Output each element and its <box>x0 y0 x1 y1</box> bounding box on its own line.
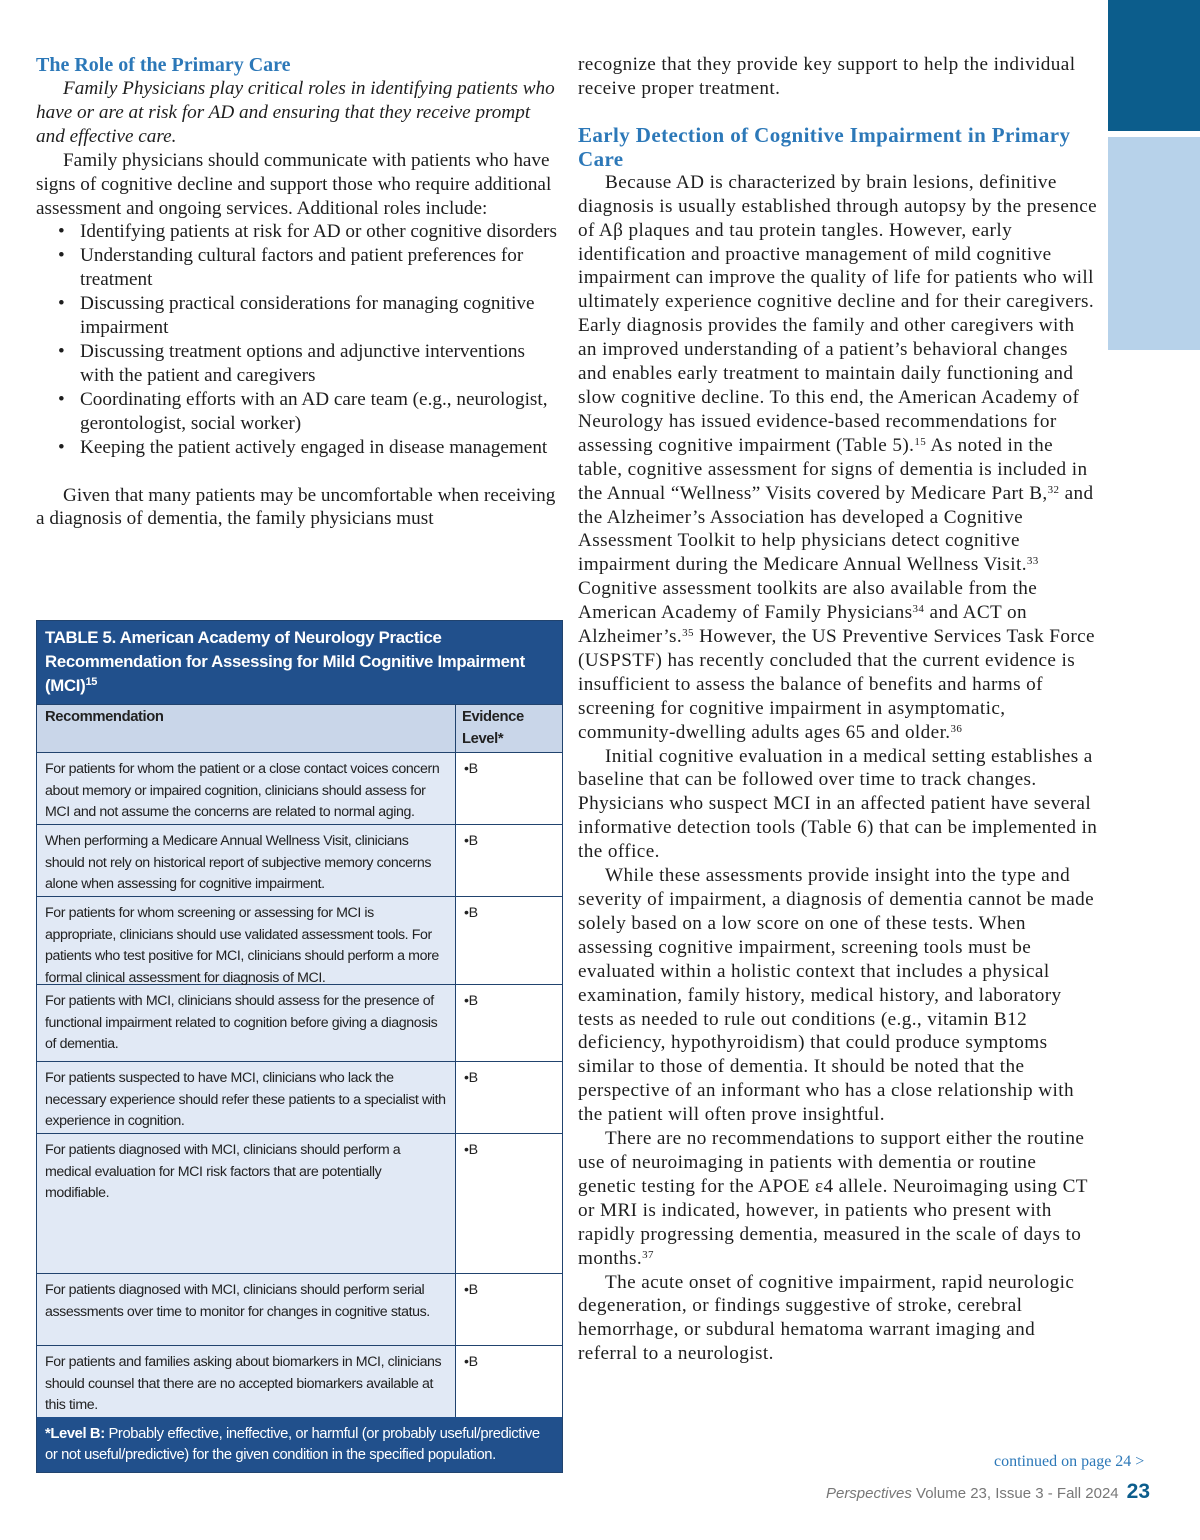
table-5 <box>36 620 563 1473</box>
list-item: • Discussing treatment options and adjunctive interventions with the patient and caregivers <box>58 340 525 386</box>
table-row: For patients diagnosed with MCI, clinicians should perform a medical evaluation for MCI risk factors that are potentially modifiable. •B <box>37 1133 562 1273</box>
paragraph-roles: Family physicians should communicate with patients who have signs of cognitive decline and support those who require additional assessment and ongoing services. Additional roles include: <box>36 149 552 219</box>
left-column <box>36 53 558 531</box>
paragraph-given: Given that many patients may be uncomfortable when receiving a diagnosis of dementia, the family physicians must <box>36 484 556 530</box>
list-item: • Discussing practical considerations for managing cognitive impairment <box>58 293 535 339</box>
table-row: For patients for whom screening or assessing for MCI is appropriate, clinicians should use validated assessment tools. For patients who test positive for MCI, clinicians should perform a more formal clinical assessment for diagnosis of MCI. •B <box>37 896 562 984</box>
right-column <box>578 53 1098 1366</box>
paragraph-assessments: While these assessments provide insight into the type and severity of impairment, a diagnosis of dementia cannot be made solely based on a low score on one of these tests. When assessing cognitive impairment, screening tools must be evaluated within a holistic context that includes a physical examination, family history, medical history, and laboratory tests as needed to rule out conditions (e.g., vitamin B12 deficiency, hypothyroidism) that could produce symptoms similar to those of dementia. It should be noted that the perspective of an informant who has a close relationship with the patient will often prove insightful. <box>578 865 1095 1126</box>
list-item: • Identifying patients at risk for AD or other cognitive disorders <box>58 221 557 243</box>
intro-italic: Family Physicians play critical roles in identifying patients who have or are at risk for AD and ensuring that they receive prompt and effective care. <box>36 78 555 147</box>
col-header-evidence-level: Evidence Level* <box>462 709 524 747</box>
bullet-icon: • <box>58 293 65 315</box>
list-item: • Keeping the patient actively engaged in disease management <box>58 436 548 458</box>
col-header-recommendation: Recommendation <box>37 705 456 752</box>
section-heading-primary-care: The Role of the Primary Care <box>36 54 291 76</box>
paragraph-neuroimaging: There are no recommendations to support either the routine use of neuroimaging in patients with dementia or routine genetic testing for the APOE ε4 allele. Neuroimaging using CT or MRI is indicated, however, in patients who present with rapidly progressing dementia, measured in the scale of days to months.$^{37}$ <box>578 1128 1088 1269</box>
table-row: For patients diagnosed with MCI, clinicians should perform serial assessments over time to monitor for changes in cognitive status. •B <box>37 1273 562 1345</box>
edge-tab-light <box>1108 137 1200 350</box>
edge-tab-dark <box>1108 0 1200 131</box>
bullet-icon: • <box>58 245 65 267</box>
table-row: For patients and families asking about biomarkers in MCI, clinicians should counsel that there are no accepted biomarkers available at this time. •B <box>37 1345 562 1417</box>
paragraph-initial-evaluation: Initial cognitive evaluation in a medical setting establishes a baseline that can be followed over time to track changes. Physicians who suspect MCI in an affected patient have several informative detection tools (Table 6) that can be implemented in the office. <box>578 745 1098 863</box>
table-row: When performing a Medicare Annual Wellness Visit, clinicians should not rely on historical report of subjective memory concerns alone when assessing for cognitive impairment. •B <box>37 824 562 896</box>
continued-link[interactable]: continued on page 24 > <box>994 1453 1145 1470</box>
table-header <box>37 704 562 752</box>
paragraph-early-detection: Because AD is characterized by brain lesions, definitive diagnosis is usually established through autopsy by the presence of Aβ plaques and tau protein tangles. However, early identification and proactive management of mild cognitive impairment can improve the quality of life for patients who will ultimately experience cognitive decline and for their caregivers. Early diagnosis provides the family and other caregivers with an improved understanding of a patient’s behavioral changes and enables early treatment to maintain daily functioning and slow cognitive decline. To this end, the American Academy of Neurology has issued evidence-based recommendations for assessing cognitive impairment (Table 5).$^{15}$ As noted in the table, cognitive assessment for signs of dementia is included in the Annual “Wellness” Visits covered by Medicare Part B,$^{32}$ and the Alzheimer’s Association has developed a Cognitive Assessment Toolkit to help physicians detect cognitive impairment during the Medicare Annual Wellness Visit.$^{33}$ Cognitive assessment toolkits are also available from the American Academy of Family Physicians$^{34}$ and ACT on Alzheimer’s.$^{35}$ However, the US Preventive Services Task Force (USPSTF) has recently concluded that the current evidence is insufficient to assess the balance of benefits and harms of screening for cognitive impairment in asymptomatic, community-dwelling adults ages 65 and older.$^{36}$ <box>578 171 1098 743</box>
roles-list <box>36 220 558 459</box>
bullet-icon: • <box>58 436 65 458</box>
bullet-icon: • <box>58 221 65 243</box>
section-heading-early-detection: Early Detection of Cognitive Impairment in Primary Care <box>578 122 1071 171</box>
page-footer <box>826 1480 1150 1504</box>
bullet-icon: • <box>58 388 65 410</box>
list-item: • Understanding cultural factors and patient preferences for treatment <box>58 245 524 291</box>
table-row: For patients with MCI, clinicians should assess for the presence of functional impairment related to cognition before giving a diagnosis of dementia. •B <box>37 984 562 1061</box>
table-row: For patients suspected to have MCI, clinicians who lack the necessary experience should refer these patients to a specialist with experience in cognition. •B <box>37 1061 562 1133</box>
page-number: 23 <box>1126 1480 1150 1503</box>
paragraph-acute-onset: The acute onset of cognitive impairment, rapid neurologic degeneration, or findings suggestive of stroke, cerebral hemorrhage, or subdural hematoma warrant imaging and referral to a neurologist. <box>578 1271 1075 1365</box>
table-footnote: *Level B: Probably effective, ineffective, or harmful (or probably useful/predictive or not useful/predictive) for the given condition in the specified population. <box>37 1417 562 1472</box>
bullet-icon: • <box>58 340 65 362</box>
table-row: For patients for whom the patient or a close contact voices concern about memory or impaired cognition, clinicians should assess for MCI and not assume the concerns are related to normal aging. •B <box>37 752 562 824</box>
publication-name: Perspectives <box>825 1485 912 1502</box>
table-title: TABLE 5. American Academy of Neurology Practice Recommendation for Assessing for Mild Cognitive Impairment (MCI)$^{15}$ <box>37 621 562 704</box>
paragraph-continued: recognize that they provide key support to help the individual receive proper treatment. <box>578 54 1076 99</box>
issue-info: Volume 23, Issue 3 - Fall 2024 <box>916 1485 1119 1502</box>
list-item: • Coordinating efforts with an AD care team (e.g., neurologist, gerontologist, social worker) <box>58 388 548 434</box>
